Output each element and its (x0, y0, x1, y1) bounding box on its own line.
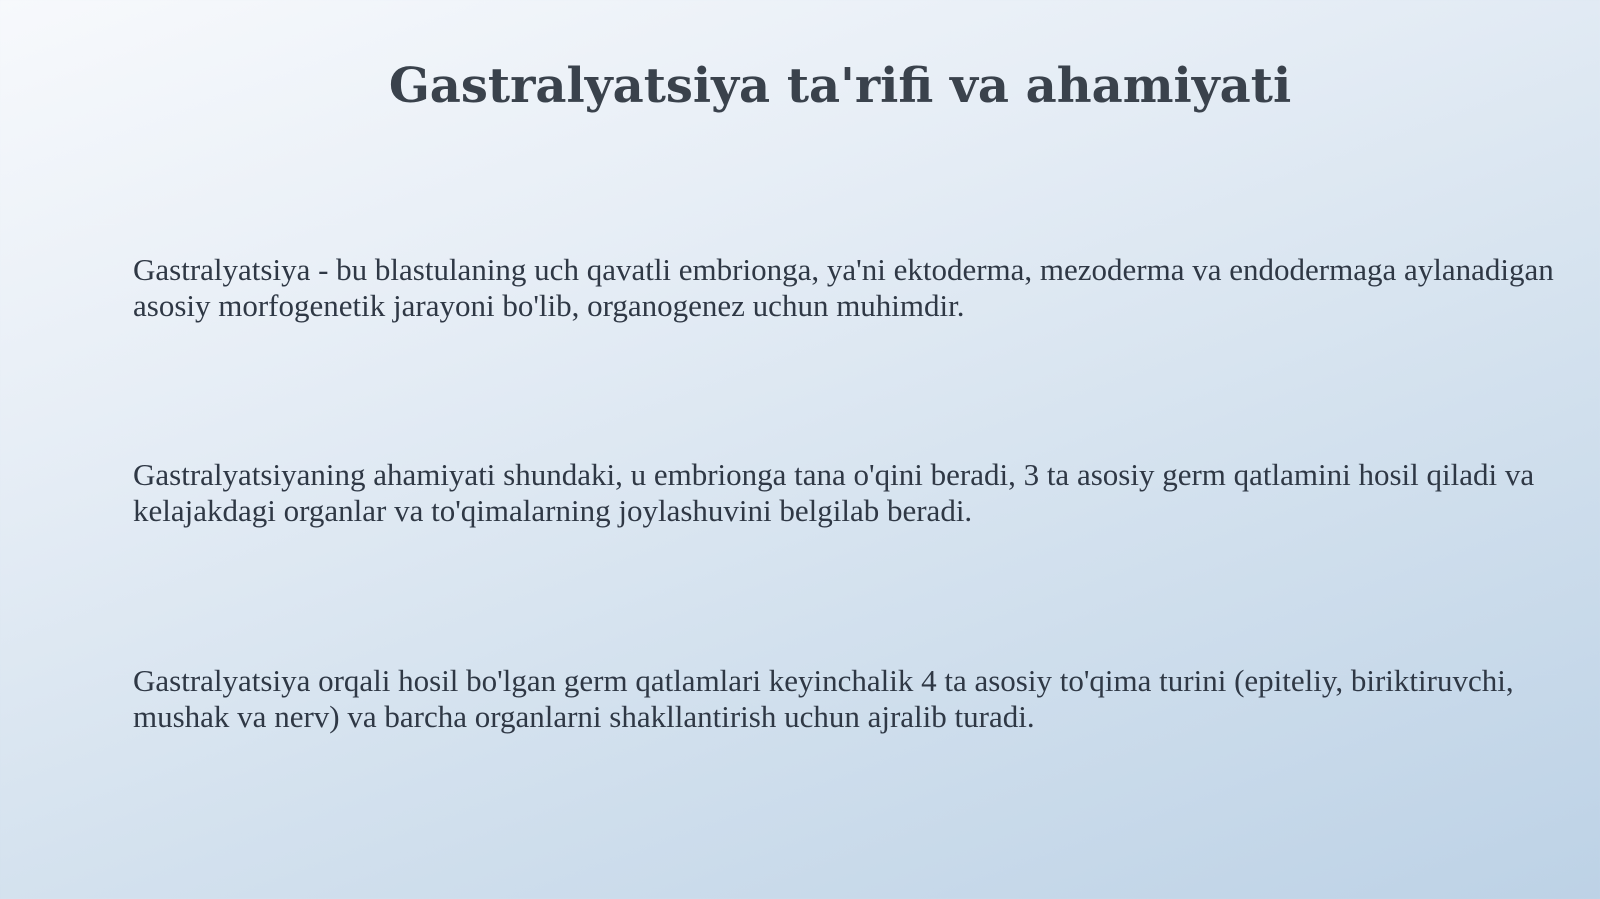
slide-title: Gastralyatsiya ta'rifi va ahamiyati (388, 58, 1292, 114)
paragraph-germ-layers: Gastralyatsiya orqali hosil bo'lgan germ qatlamlari keyinchalik 4 ta asosiy to'qima turini (epiteliy, biriktiruvchi, mushak va nerv) va barcha organlarni shakllantirish uchun ajralib turadi. (133, 663, 1514, 734)
paragraph-importance: Gastralyatsiyaning ahamiyati shundaki, u embrionga tana o'qini beradi, 3 ta asosiy germ qatlamini hosil qiladi va kelajakdagi organlar va to'qimalarning joylashuvini belgilab beradi. (133, 457, 1535, 528)
paragraph-definition: Gastralyatsiya - bu blastulaning uch qavatli embrionga, ya'ni ektoderma, mezoderma va endodermaga aylanadigan asosiy morfogenetik jarayoni bo'lib, organogenez uchun muhimdir. (133, 252, 1554, 323)
